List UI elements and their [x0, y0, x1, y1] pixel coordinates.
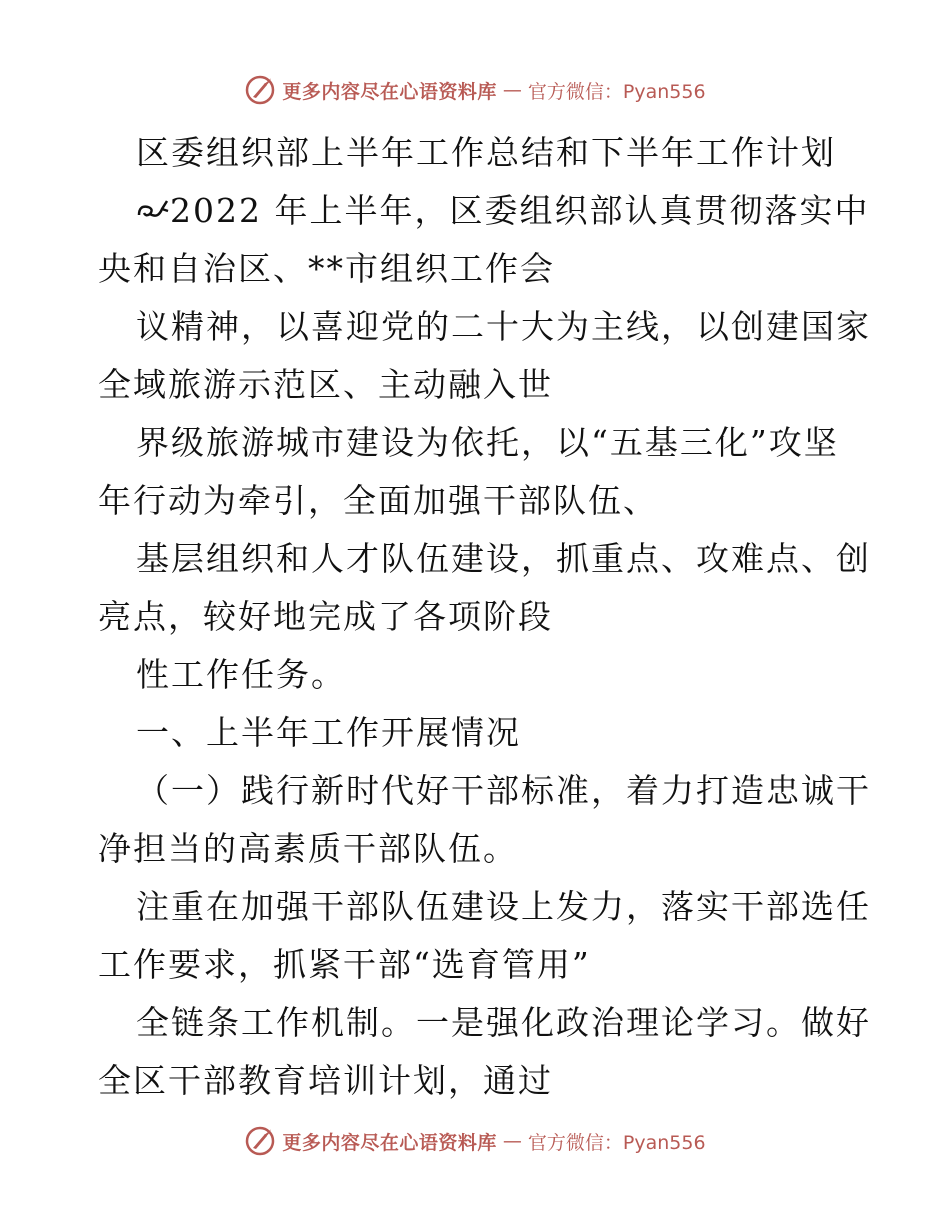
paragraph-line: 央和自治区、**市组织工作会	[98, 249, 555, 288]
watermark-separator: —	[502, 1130, 522, 1152]
section-heading: 一、上半年工作开展情况	[136, 713, 521, 752]
watermark-contact: 官方微信：Pyan556	[527, 1131, 706, 1154]
paragraph-line: 全区干部教育培训计划，通过	[98, 1061, 553, 1100]
document-body	[98, 124, 871, 1110]
header-watermark	[0, 70, 950, 110]
subsection-heading: （一）践行新时代好干部标准，着力打造忠诚干	[136, 771, 871, 810]
document-title: 区委组织部上半年工作总结和下半年工作计划	[136, 133, 836, 172]
swirl-ornament-icon	[136, 195, 170, 225]
paragraph-line: 性工作任务。	[136, 655, 346, 694]
paragraph-line: 界级旅游城市建设为依托，以“五基三化”攻坚	[136, 423, 839, 462]
paragraph-line: 注重在加强干部队伍建设上发力，落实干部选任	[136, 887, 871, 926]
watermark-brand: 更多内容尽在心语资料库	[282, 80, 497, 103]
paragraph-text: 2022 年上半年，区委组织部认真贯彻落实中	[170, 191, 870, 230]
paragraph-line: 基层组织和人才队伍建设，抓重点、攻难点、创	[136, 539, 871, 578]
watermark-brand: 更多内容尽在心语资料库	[282, 1131, 497, 1154]
paragraph-line: 净担当的高素质干部队伍。	[98, 829, 518, 868]
paragraph-line: 工作要求，抓紧干部“选育管用”	[98, 945, 591, 984]
quill-logo-icon	[244, 1125, 276, 1157]
paragraph-line: 议精神，以喜迎党的二十大为主线，以创建国家	[136, 307, 871, 346]
paragraph-line: 全域旅游示范区、主动融入世	[98, 365, 553, 404]
paragraph-line: 年行动为牵引，全面加强干部队伍、	[98, 481, 658, 520]
footer-watermark	[0, 1121, 950, 1161]
paragraph-line: 亮点，较好地完成了各项阶段	[98, 597, 553, 636]
paragraph-line: 全链条工作机制。一是强化政治理论学习。做好	[136, 1003, 871, 1042]
watermark-separator: —	[502, 79, 522, 101]
quill-logo-icon	[244, 74, 276, 106]
paragraph-line	[98, 182, 870, 240]
watermark-contact: 官方微信：Pyan556	[527, 80, 706, 103]
